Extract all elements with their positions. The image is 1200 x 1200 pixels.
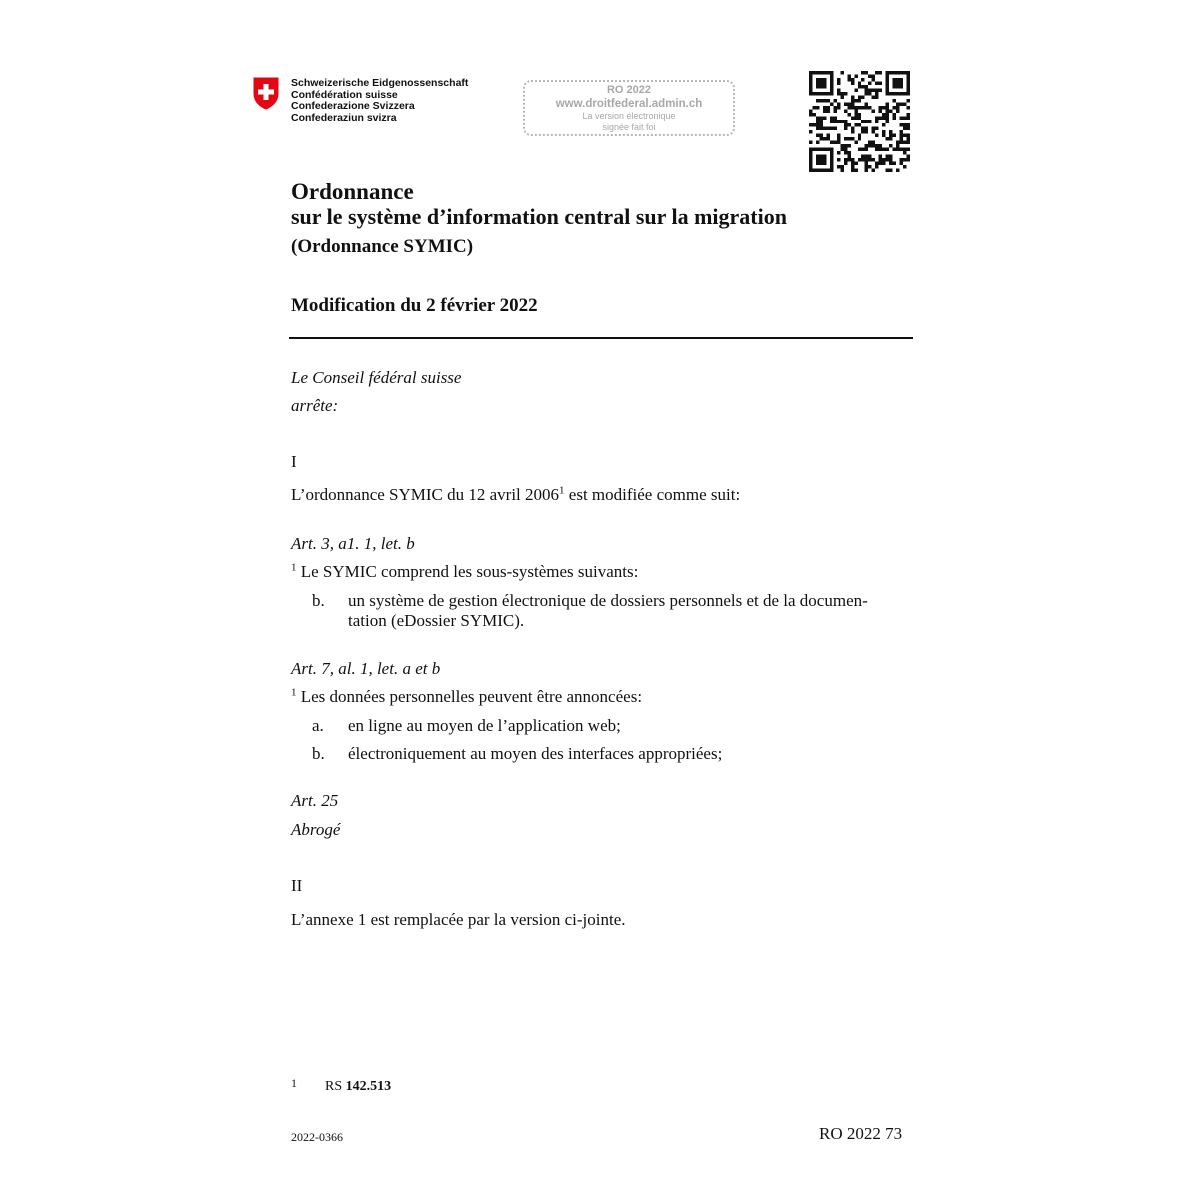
official-stamp bbox=[523, 80, 735, 136]
footnote-reference[interactable]: 142.513 bbox=[345, 1079, 392, 1094]
preamble-decree: arrête: bbox=[291, 396, 339, 415]
intro-text-end: est modifiée comme suit: bbox=[564, 485, 741, 504]
paragraph-number: 1 bbox=[291, 561, 297, 574]
confederation-line-rm: Confederaziun svizra bbox=[291, 111, 397, 124]
art7-heading: Art. 7, al. 1, let. a et b bbox=[291, 659, 441, 678]
stamp-url[interactable]: www.droitfederal.admin.ch bbox=[555, 98, 703, 110]
art25-heading: Art. 25 bbox=[291, 791, 339, 810]
confederation-line-de: Schweizerische Eidgenossenschaft bbox=[291, 77, 469, 89]
paragraph-text: Les données personnelles peuvent être annoncées: bbox=[296, 687, 643, 706]
paragraph-number: 1 bbox=[291, 686, 297, 699]
footnote-ref[interactable]: 1 bbox=[559, 484, 565, 497]
art3-item-line2: tation (eDossier SYMIC). bbox=[348, 611, 525, 630]
art7-item-a-letter: a. bbox=[312, 716, 324, 735]
art3-heading: Art. 3, a1. 1, let. b bbox=[291, 534, 415, 553]
footnote-prefix: RS bbox=[325, 1079, 346, 1094]
document-short-title: (Ordonnance SYMIC) bbox=[291, 236, 474, 257]
section-numeral-1: I bbox=[291, 452, 297, 471]
art7-item-b-text: électroniquement au moyen des interfaces appropriées; bbox=[348, 744, 723, 763]
section-numeral-2: II bbox=[291, 876, 303, 895]
footnote-text bbox=[325, 1079, 391, 1095]
confederation-name bbox=[291, 78, 468, 124]
art25-text: Abrogé bbox=[291, 820, 341, 839]
confederation-line-fr: Confédération suisse bbox=[291, 88, 398, 101]
intro-text: L’ordonnance SYMIC du 12 avril 2006 bbox=[291, 485, 560, 504]
art7-item-a-text: en ligne au moyen de l’application web; bbox=[348, 716, 621, 735]
document-title: Ordonnance bbox=[291, 179, 414, 204]
art7-paragraph bbox=[291, 687, 642, 707]
title-divider bbox=[289, 337, 913, 339]
ro-reference: RO 2022 73 bbox=[819, 1124, 903, 1143]
paragraph-text: Le SYMIC comprend les sous-systèmes suivants: bbox=[296, 562, 639, 581]
stamp-ro: RO 2022 bbox=[606, 84, 652, 96]
preamble-authority: Le Conseil fédéral suisse bbox=[291, 368, 462, 387]
modification-date: Modification du 2 février 2022 bbox=[291, 295, 538, 316]
qr-code-icon bbox=[809, 71, 910, 172]
art3-item-line1: un système de gestion électronique de dossiers personnels et de la documen- bbox=[348, 591, 868, 610]
section2-text: L’annexe 1 est remplacée par la version ci-jointe. bbox=[291, 910, 626, 929]
confederation-line-it: Confederazione Svizzera bbox=[291, 100, 415, 112]
stamp-note-1: La version électronique bbox=[582, 111, 676, 121]
stamp-note-2: signée fait foi bbox=[602, 122, 656, 132]
section1-intro bbox=[291, 485, 740, 505]
art3-paragraph bbox=[291, 562, 638, 582]
document-number: 2022-0366 bbox=[291, 1130, 343, 1144]
document-subtitle: sur le système d’information central sur la migration bbox=[291, 204, 787, 229]
swiss-cross-icon bbox=[252, 76, 280, 110]
art3-item-letter: b. bbox=[312, 591, 325, 610]
footnote-number: 1 bbox=[291, 1076, 297, 1090]
art7-item-b-letter: b. bbox=[312, 744, 325, 763]
